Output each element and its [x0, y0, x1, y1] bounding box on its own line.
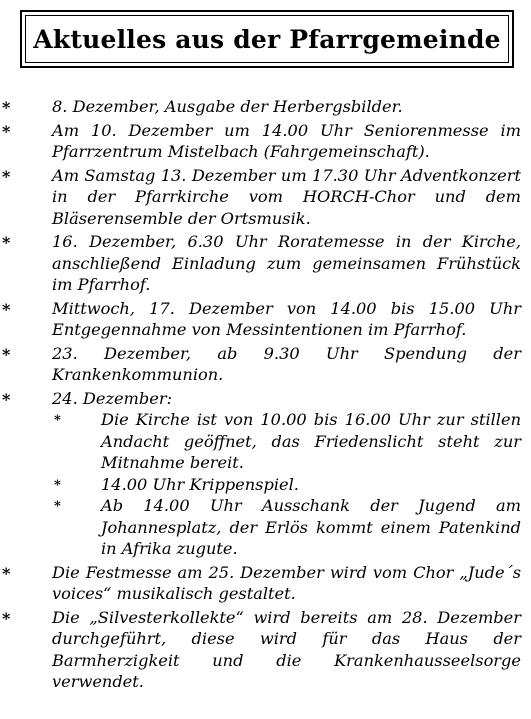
- title-frame: [20, 10, 514, 68]
- list-item-text: Die Festmesse am 25. Dezember wird vom Chor „Jude´s voices“ musikalisch gestaltet.: [52, 562, 521, 603]
- asterisk-bullet-icon: *: [2, 121, 11, 141]
- asterisk-bullet-icon: *: [2, 98, 11, 117]
- sub-list-item-text: Ab 14.00 Uhr Ausschank der Jugend am Johannesplatz, der Erlös kommt einem Patenkind in Afrika zugute.: [101, 496, 521, 558]
- asterisk-bullet-icon: *: [2, 563, 11, 583]
- asterisk-sub-bullet-icon: *: [54, 499, 61, 514]
- asterisk-bullet-icon: *: [2, 344, 11, 364]
- asterisk-bullet-icon: *: [2, 233, 11, 252]
- sub-list-item: [52, 474, 521, 496]
- list-item: [0, 165, 531, 230]
- asterisk-bullet-icon: *: [2, 608, 11, 628]
- list-item: [0, 562, 531, 605]
- list-item-text: Mittwoch, 17. Dezember von 14.00 bis 15.00 Uhr Entgegennahme von Messintentionen im Pfarrhof.: [52, 298, 521, 339]
- list-item-text: Die „Silvesterkollekte“ wird bereits am 28. Dezember durchgeführt, diese wird für das Haus der Barmherzigkeit und die Krankenhausseelsorge verwendet.: [52, 607, 521, 691]
- event-list: [0, 96, 531, 695]
- list-item-text: 16. Dezember, 6.30 Uhr Roratemesse in der Kirche, anschließend Einladung zum gemeinsamen Frühstück im Pfarrhof.: [52, 232, 521, 294]
- page-title: Aktuelles aus der Pfarrgemeinde: [33, 24, 501, 54]
- asterisk-bullet-icon: *: [2, 389, 11, 409]
- list-item: [0, 298, 531, 341]
- list-item-text: Am Samstag 13. Dezember um 17.30 Uhr Adventkonzert in der Pfarrkirche vom HORCH-Chor und dem Bläserensemble der Ortsmusik.: [52, 165, 521, 228]
- sub-list-item-text: Die Kirche ist von 10.00 bis 16.00 Uhr zur stillen Andacht geöffnet, das Friedenslicht steht zur Mitnahme bereit.: [101, 410, 521, 472]
- asterisk-bullet-icon: *: [2, 299, 11, 319]
- title-frame-inner: [25, 15, 509, 63]
- list-item-text: 8. Dezember, Ausgabe der Herbergsbilder.: [52, 97, 403, 116]
- asterisk-sub-bullet-icon: *: [54, 477, 61, 493]
- list-item-text: 23. Dezember, ab 9.30 Uhr Spendung der Krankenkommunion.: [52, 343, 521, 384]
- asterisk-sub-bullet-icon: *: [54, 413, 61, 428]
- list-item: [0, 388, 531, 560]
- list-item-text: Am 10. Dezember um 14.00 Uhr Seniorenmesse im Pfarrzentrum Mistelbach (Fahrgemeinschaft).: [52, 120, 521, 161]
- sub-list-item: [52, 409, 521, 474]
- list-item: [0, 607, 531, 693]
- list-item: [0, 343, 531, 386]
- sub-list-item-text: 14.00 Uhr Krippenspiel.: [101, 474, 299, 494]
- list-item: [0, 231, 531, 296]
- sub-list: [52, 409, 521, 560]
- list-item: [0, 120, 531, 163]
- list-item: [0, 96, 531, 118]
- list-item-text: 24. Dezember:: [52, 388, 173, 408]
- sub-list-item: [52, 495, 521, 560]
- asterisk-bullet-icon: *: [2, 166, 11, 186]
